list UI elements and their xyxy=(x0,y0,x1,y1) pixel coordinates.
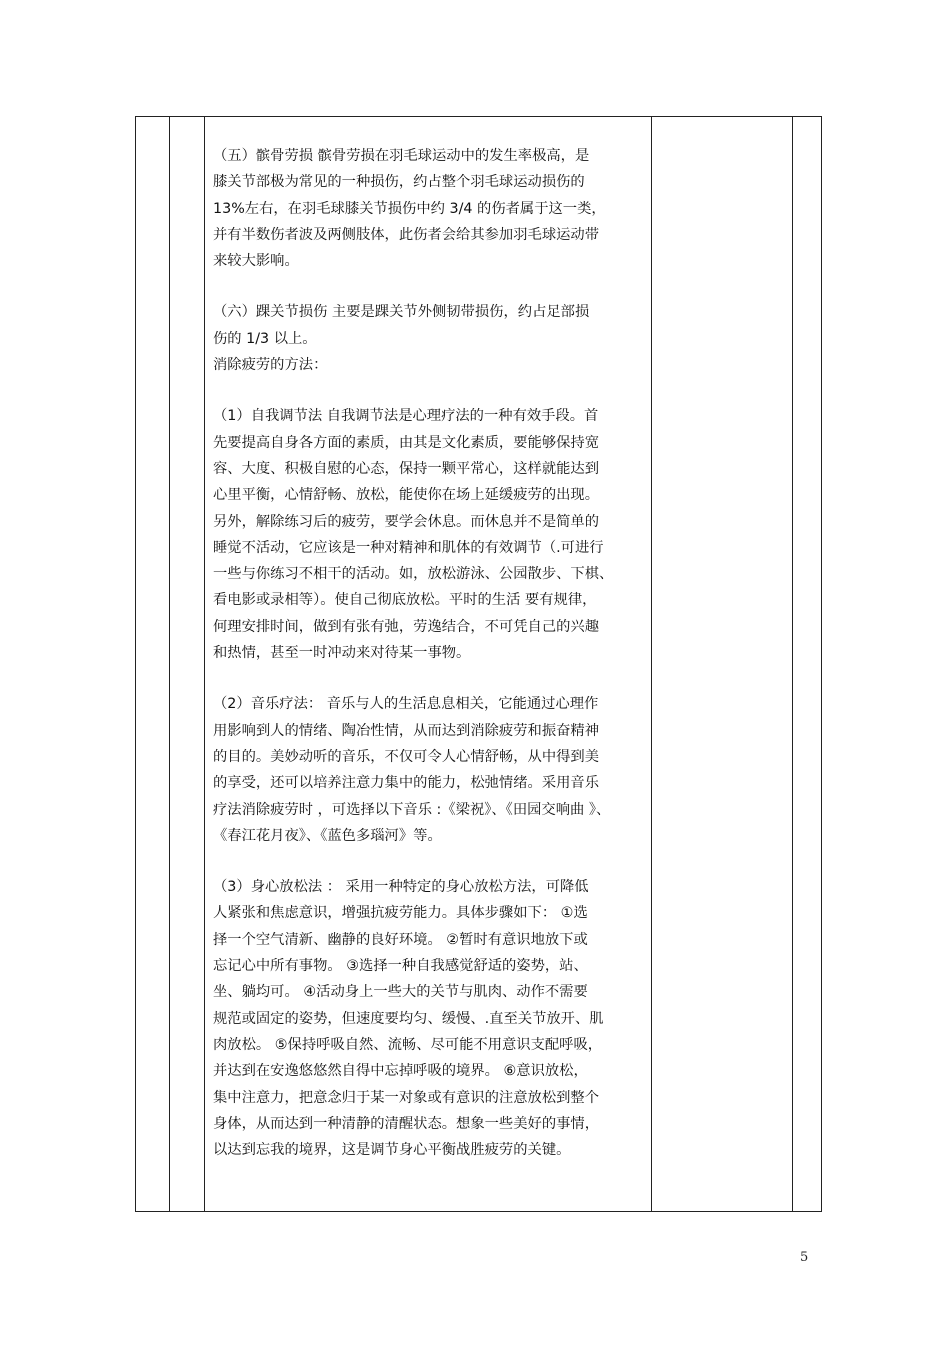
section-heading: 消除疲劳的方法： xyxy=(213,357,328,374)
text-line: 肉放松。 ⑤保持呼吸自然、流畅、尽可能不用意识支配呼吸， xyxy=(213,1036,603,1053)
text-line: 人紧张和焦虑意识，增强抗疲劳能力。具体步骤如下： ①选 xyxy=(213,905,588,922)
text-line: 容、大度、积极自慰的心态，保持一颗平常心，这样就能达到 xyxy=(213,460,600,477)
text-line: 睡觉不活动，它应该是一种对精神和肌体的有效调节（.可进行 xyxy=(213,539,604,556)
text-line: 来较大影响。 xyxy=(213,253,299,270)
text-line: 并达到在安逸悠悠然自得中忘掉呼吸的境界。 ⑥意识放松， xyxy=(213,1063,588,1080)
text-line: 看电影或录相等）。使自己彻底放松。平时的生活 要有规律， xyxy=(213,592,597,609)
paragraph-ankle-injury xyxy=(213,299,643,378)
text-line: （六）踝关节损伤 主要是踝关节外侧韧带损伤，约占足部损 xyxy=(213,304,590,321)
text-line: 规范或固定的姿势，但速度要均匀、缓慢、.直至关节放开、肌 xyxy=(213,1010,604,1027)
text-line: （3）身心放松法 ： 采用一种特定的身心放松方法，可降低 xyxy=(213,879,589,896)
text-line: 膝关节部极为常见的一种损伤，约占整个羽毛球运动损伤的 xyxy=(213,174,585,191)
text-line: 13%左右，在羽毛球膝关节损伤中约 3/4 的伤者属于这一类， xyxy=(213,200,606,217)
text-line: 和热情，甚至一时冲动来对待某一事物。 xyxy=(213,645,471,662)
text-line: 心里平衡，心情舒畅、放松，能使你在场上延缓疲劳的出现。 xyxy=(213,487,600,504)
paragraph-self-adjustment xyxy=(213,403,643,666)
text-line: 用影响到人的情绪、陶冶性情，从而达到消除疲劳和振奋精神 xyxy=(213,722,600,739)
text-line: 身体，从而达到一种清静的清醒状态。想象一些美好的事情， xyxy=(213,1115,600,1132)
text-line: 的目的。美妙动听的音乐，不仅可令人心情舒畅，从中得到美 xyxy=(213,748,600,765)
text-line: 忘记心中所有事物。 ③选择一种自我感觉舒适的姿势，站、 xyxy=(213,958,588,975)
text-line: 以达到忘我的境界，这是调节身心平衡战胜疲劳的关键。 xyxy=(213,1142,571,1159)
text-line: 另外，解除练习后的疲劳，要学会休息。而休息并不是简单的 xyxy=(213,513,600,530)
paragraph-relaxation xyxy=(213,874,643,1163)
text-line: 疗法消除疲劳时 ，可选择以下音乐 :《梁祝》、《田园交响曲 》、 xyxy=(213,801,611,818)
document-table xyxy=(135,116,822,1212)
content-text xyxy=(205,117,651,1163)
text-line: 先要提高自身各方面的素质，由其是文化素质，要能够保持宽 xyxy=(213,434,600,451)
table-cell-col1 xyxy=(136,117,170,1212)
paragraph-patella-strain xyxy=(213,143,643,274)
text-line: （五）髌骨劳损 髌骨劳损在羽毛球运动中的发生率极高，是 xyxy=(213,148,590,164)
table-cell-col2 xyxy=(170,117,205,1212)
paragraph-music-therapy xyxy=(213,691,643,849)
text-line: 并有半数伤者波及两侧肢体，此伤者会给其参加羽毛球运动带 xyxy=(213,226,600,243)
page-number: 5 xyxy=(800,1250,809,1265)
text-line: 《春江花月夜》、《蓝色多瑙河》等。 xyxy=(213,827,442,844)
text-line: 择一个空气清新、幽静的良好环境。 ②暂时有意识地放下或 xyxy=(213,931,588,948)
table-cell-col4 xyxy=(652,117,793,1212)
text-line: （2）音乐疗法： 音乐与人的生活息息相关，它能通过心理作 xyxy=(213,696,599,713)
text-line: 集中注意力，把意念归于某一对象或有意识的注意放松到整个 xyxy=(213,1089,600,1106)
table-cell-content xyxy=(205,117,652,1212)
text-line: 伤的 1/3 以上。 xyxy=(213,330,317,347)
text-line: 坐、躺均可。 ④活动身上一些大的关节与肌肉、动作不需要 xyxy=(213,984,588,1001)
text-line: 何理安排时间，做到有张有弛，劳逸结合，不可凭自己的兴趣 xyxy=(213,618,600,635)
text-line: （1）自我调节法 自我调节法是心理疗法的一种有效手段。首 xyxy=(213,408,599,425)
table-row xyxy=(136,117,822,1212)
table-cell-col5 xyxy=(793,117,822,1212)
text-line: 的享受，还可以培养注意力集中的能力，松弛情绪。采用音乐 xyxy=(213,775,600,792)
text-line: 一些与你练习不相干的活动。如，放松游泳、公园散步、下棋、 xyxy=(213,566,614,583)
